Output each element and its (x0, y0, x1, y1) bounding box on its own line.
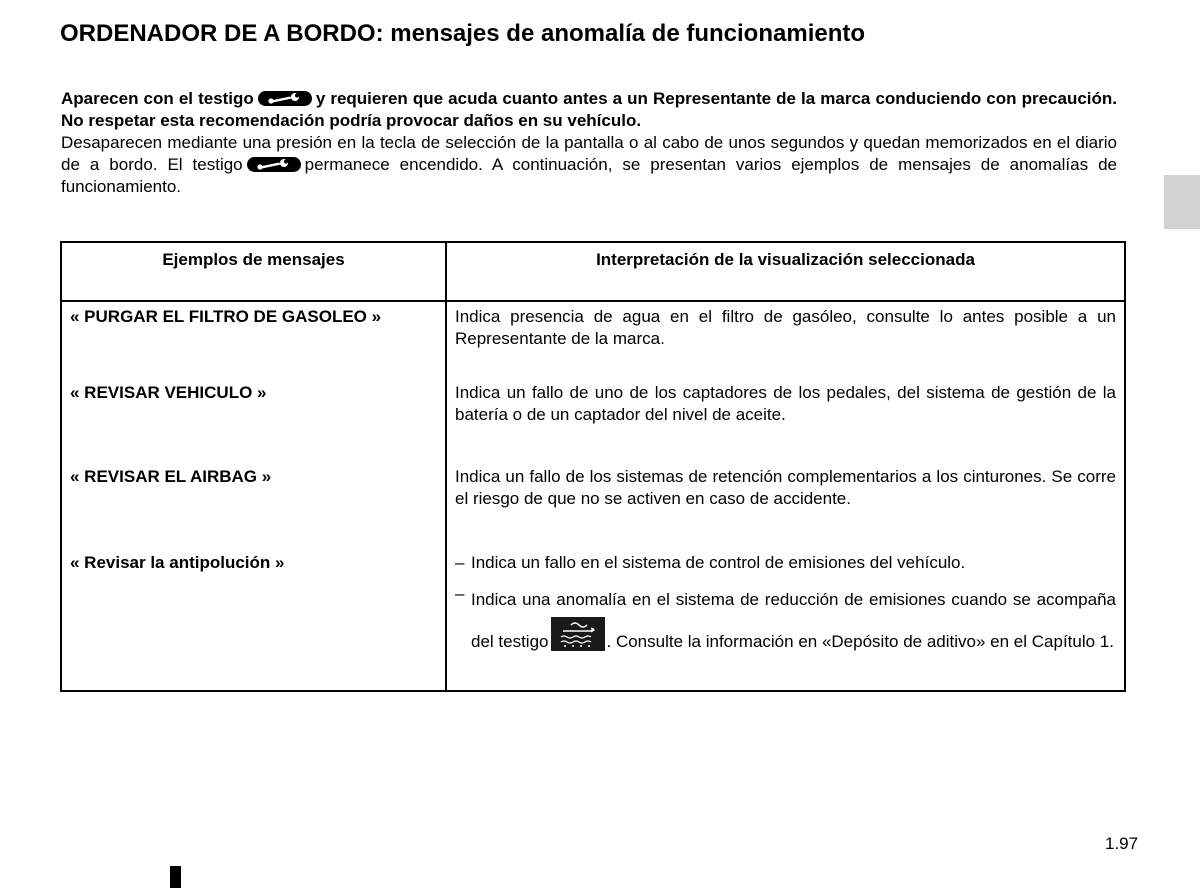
messages-table (60, 241, 1126, 692)
wrench-icon (257, 90, 313, 107)
messages-column (61, 301, 446, 691)
interpretation-list (455, 552, 1116, 659)
list-item: – Indica una anomalía en el sistema de reducción de emisiones cuando se acompaña del testigo . Consulte la información en «Depósito de aditivo» en el Capítulo 1. (455, 584, 1116, 651)
page-number: 1.97 (1105, 834, 1139, 853)
interpretation-column (446, 301, 1125, 691)
message-label: « REVISAR VEHICULO » (70, 383, 267, 402)
chapter-tab (1164, 175, 1200, 229)
message-label: « PURGAR EL FILTRO DE GASOLEO » (70, 307, 382, 326)
message-label: « REVISAR EL AIRBAG » (70, 467, 272, 486)
table-header-row (61, 242, 1125, 301)
exhaust-filter-icon (551, 617, 605, 651)
intro-bold-1: Aparecen con el testigo (61, 89, 254, 108)
list-item: – Indica un fallo en el sistema de control de emisiones del vehículo. (455, 553, 966, 572)
intro-bold-2: y requieren que acuda cuanto antes a un Representante de la marca conduciendo con precaución. No respetar esta recomendación podría provocar daños en su vehículo. (61, 89, 1117, 130)
header-messages: Ejemplos de mensajes (61, 242, 446, 301)
interpretation-text: Indica un fallo de uno de los captadores de los pedales, del sistema de gestión de la batería o de un captador del nivel de aceite. (455, 383, 1116, 424)
header-interpretation: Interpretación de la visualización seleccionada (446, 242, 1125, 301)
intro-normal-2: permanece encendido. A continuación, se presentan varios ejemplos de mensajes de anomalías de funcionamiento. (61, 155, 1117, 196)
wrench-icon (246, 156, 302, 173)
interpretation-text: Indica un fallo de los sistemas de retención complementarios a los cinturones. Se corre el riesgo de que no se activen en caso de accidente. (455, 467, 1116, 508)
intro-text (61, 88, 1117, 198)
crop-mark (170, 866, 181, 888)
page-title: ORDENADOR DE A BORDO: mensajes de anomalía de funcionamiento (60, 20, 866, 47)
intro-normal-1: Desaparecen mediante una presión en la tecla de selección de la pantalla o al cabo de unos segundos y quedan memorizados en el diario de a bordo. El testigo (61, 133, 1117, 174)
interpretation-text: Indica presencia de agua en el filtro de gasóleo, consulte lo antes posible a un Representante de la marca. (455, 307, 1116, 348)
message-label: « Revisar la antipolución » (70, 553, 285, 572)
info-paragraph (61, 132, 1117, 198)
warning-paragraph (61, 88, 1117, 132)
table-body-row (61, 301, 1125, 691)
